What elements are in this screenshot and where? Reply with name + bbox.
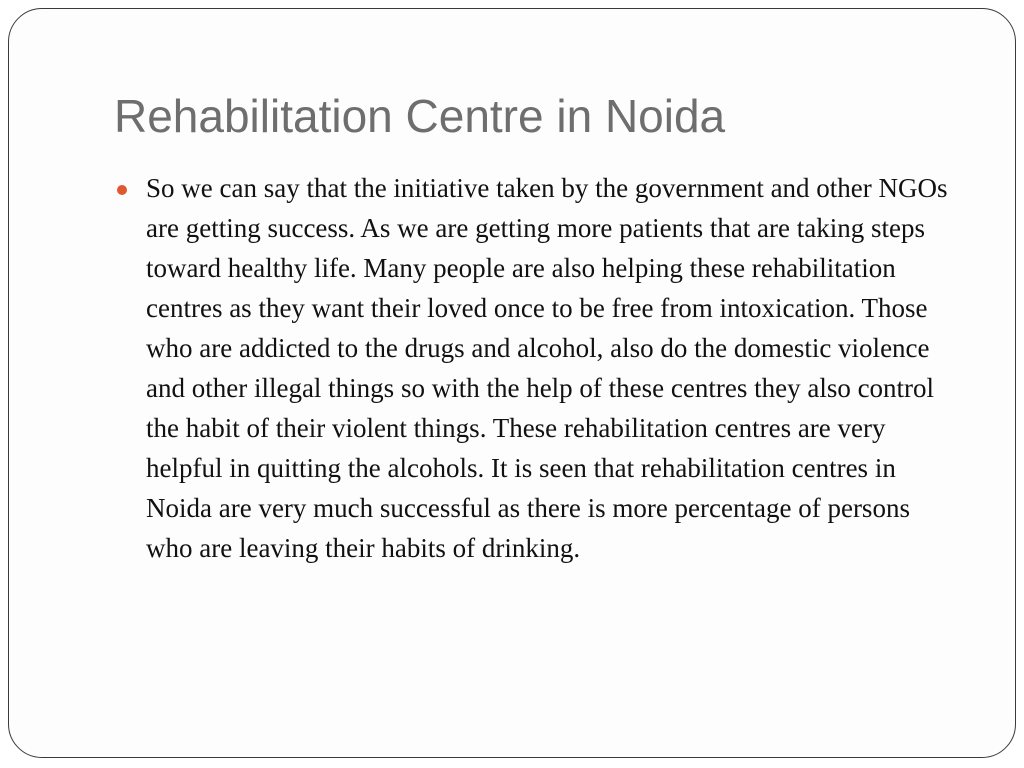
slide-title: Rehabilitation Centre in Noida xyxy=(114,90,726,142)
circle-bullet-icon xyxy=(117,185,127,195)
bullet-item xyxy=(117,168,962,568)
slide-frame xyxy=(8,8,1016,758)
bullet-text: So we can say that the initiative taken by the government and other NGOs are getting success. As we are getting more patients that are taking steps toward healthy life. Many people are also helping these rehabilitation centres as they want their loved once to be free from intoxication. Those who are addicted to the drugs and alcohol, also do the domestic violence and other illegal things so with the help of these centres they also control the habit of their violent things. These rehabilitation centres are very helpful in quitting the alcohols. It is seen that rehabilitation centres in Noida are very much successful as there is more percentage of persons who are leaving their habits of drinking. xyxy=(146,173,948,563)
bullet-list xyxy=(117,168,962,568)
